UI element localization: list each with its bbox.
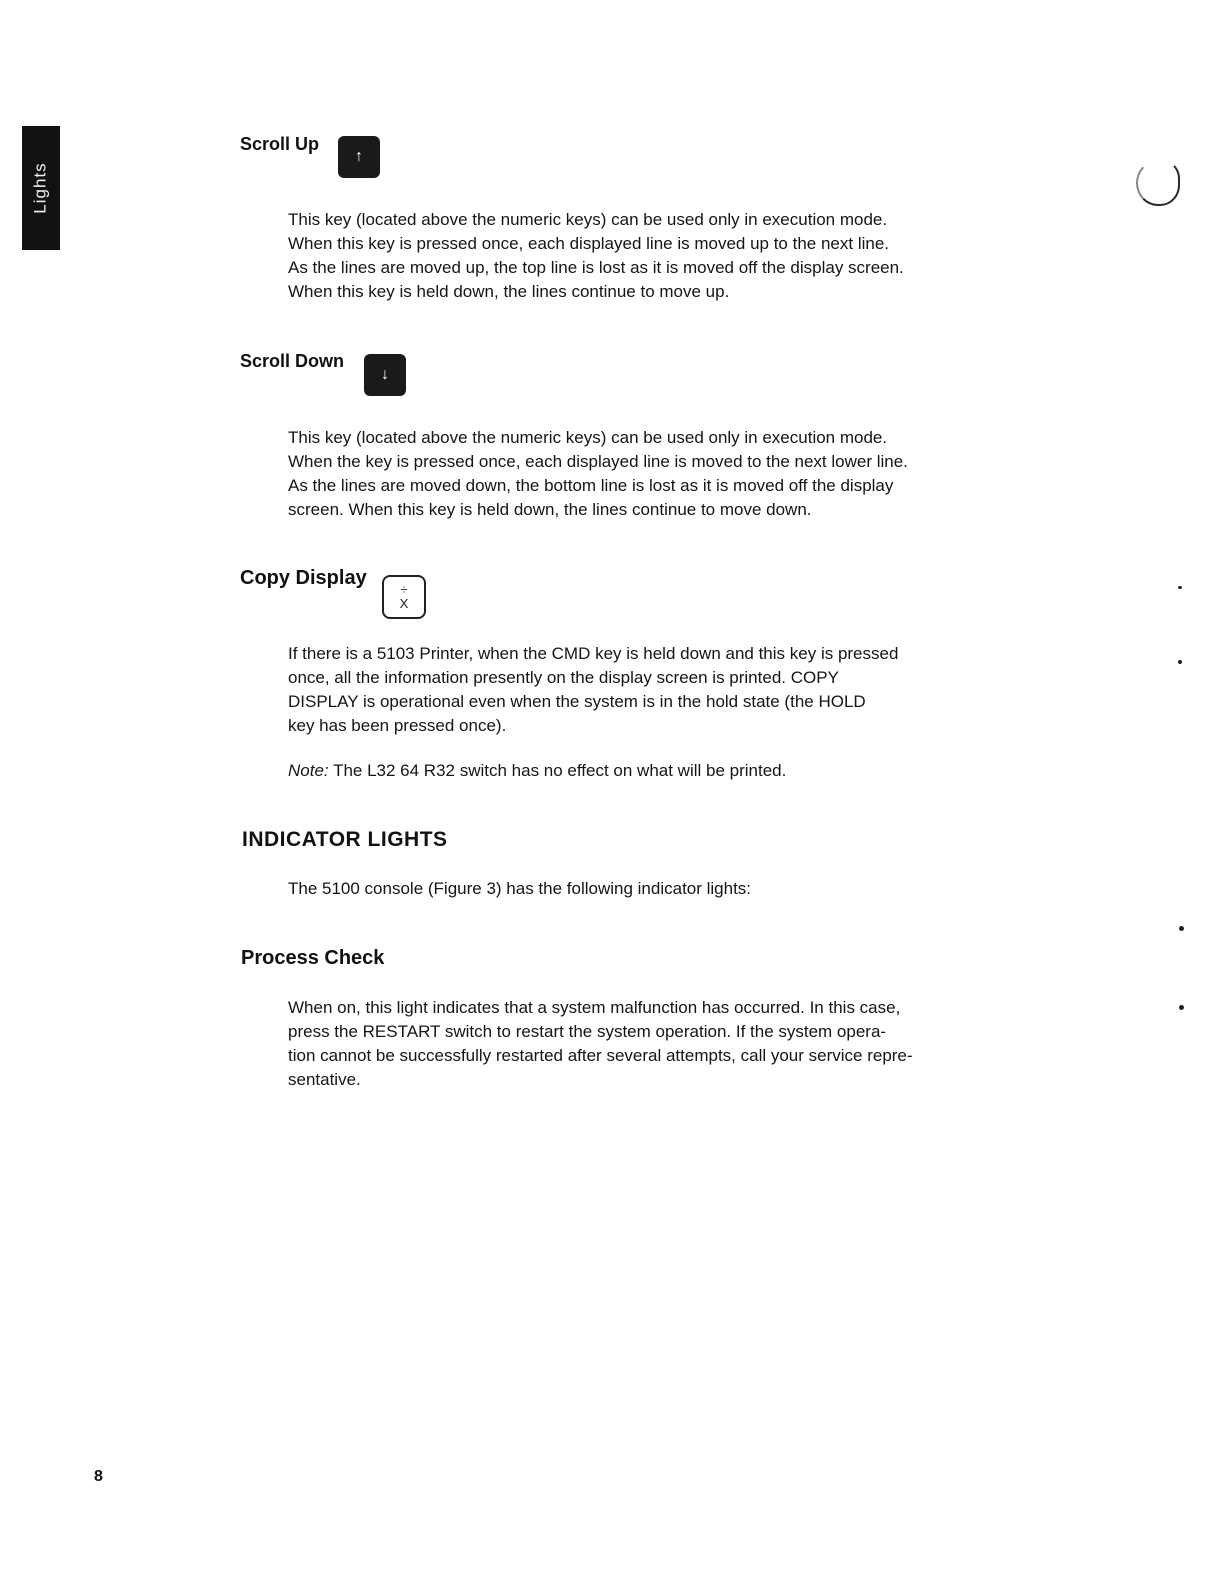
- binder-hole-mark: [1136, 160, 1180, 206]
- text-line: sentative.: [288, 1070, 361, 1089]
- text-line: When the key is pressed once, each displayed line is moved to the next lower line.: [288, 452, 908, 471]
- process-check-heading: Process Check: [241, 947, 385, 969]
- scroll-up-key-icon: [338, 136, 380, 178]
- side-tab: [22, 126, 60, 250]
- text-line: press the RESTART switch to restart the system operation. If the system opera-: [288, 1022, 887, 1041]
- text-line: If there is a 5103 Printer, when the CMD key is held down and this key is pressed: [288, 644, 899, 663]
- indicator-lights-intro: [288, 877, 968, 901]
- process-check-description: [288, 996, 968, 1092]
- text-line: As the lines are moved up, the top line is lost as it is moved off the display screen.: [288, 258, 904, 277]
- scan-speck: [1178, 660, 1182, 664]
- text-line: When this key is pressed once, each displayed line is moved up to the next line.: [288, 234, 890, 253]
- text-line: This key (located above the numeric keys) can be used only in execution mode.: [288, 428, 888, 447]
- text-line: When this key is held down, the lines continue to move up.: [288, 282, 730, 301]
- text-line: screen. When this key is held down, the lines continue to move down.: [288, 500, 812, 519]
- multiply-icon: X: [399, 596, 409, 611]
- scroll-up-heading: Scroll Up: [240, 134, 320, 154]
- copy-display-heading: Copy Display: [240, 567, 367, 589]
- indicator-lights-heading: INDICATOR LIGHTS: [242, 828, 448, 851]
- copy-display-note: [288, 759, 968, 783]
- page-number: 8: [94, 1468, 103, 1485]
- note-label: Note:: [288, 761, 329, 780]
- text-line: As the lines are moved down, the bottom line is lost as it is moved off the display: [288, 476, 894, 495]
- text-line: When on, this light indicates that a system malfunction has occurred. In this case,: [288, 998, 901, 1017]
- arrow-down-icon: ↓: [381, 366, 389, 383]
- side-tab-label: Lights: [31, 162, 50, 214]
- scroll-up-description: [288, 208, 968, 304]
- text-line: DISPLAY is operational even when the system is in the hold state (the HOLD: [288, 692, 866, 711]
- scroll-down-heading: Scroll Down: [240, 351, 345, 371]
- divide-icon: ÷: [400, 582, 408, 597]
- copy-display-description: [288, 642, 968, 738]
- scroll-down-key-icon: [364, 354, 406, 396]
- text-line: key has been pressed once).: [288, 716, 507, 735]
- text-line: tion cannot be successfully restarted after several attempts, call your service repre-: [288, 1046, 913, 1065]
- note-text: The L32 64 R32 switch has no effect on what will be printed.: [333, 761, 787, 780]
- copy-display-key-icon: [382, 575, 426, 619]
- text-line: once, all the information presently on the display screen is printed. COPY: [288, 668, 839, 687]
- text-line: This key (located above the numeric keys) can be used only in execution mode.: [288, 210, 888, 229]
- scroll-down-description: [288, 426, 968, 522]
- arrow-up-icon: ↑: [355, 148, 363, 165]
- scan-speck: [1178, 586, 1182, 589]
- scan-speck: [1179, 1005, 1184, 1010]
- scan-speck: [1179, 926, 1184, 931]
- text-line: The 5100 console (Figure 3) has the following indicator lights:: [288, 879, 752, 898]
